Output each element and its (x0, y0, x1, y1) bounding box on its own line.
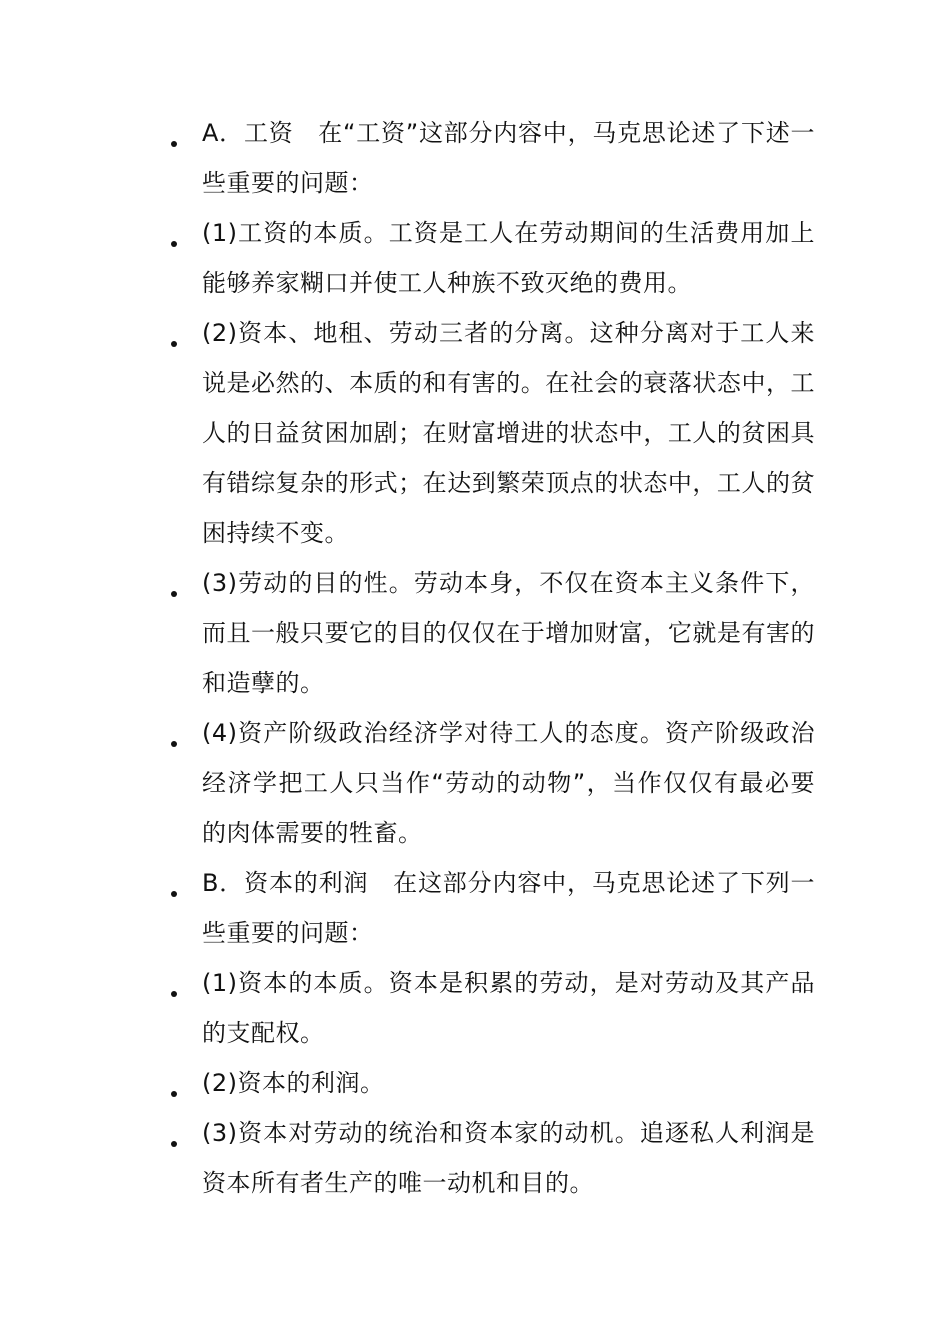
list-item (165, 308, 815, 558)
bullet-icon (171, 1091, 177, 1097)
bullet-icon (171, 141, 177, 147)
bullet-icon (171, 991, 177, 997)
paragraph-text: (4)资产阶级政治经济学对待工人的态度。资产阶级政治经济学把工人只当作“劳动的动物”，当作仅仅有最必要的肉体需要的牲畜。 (202, 719, 815, 847)
paragraph-text: (3)劳动的目的性。劳动本身，不仅在资本主义条件下，而且一般只要它的目的仅仅在于增加财富，它就是有害的和造孽的。 (202, 569, 815, 697)
paragraph-text: B．资本的利润 在这部分内容中，马克思论述了下列一些重要的问题： (202, 869, 815, 947)
bullet-list (165, 108, 815, 1208)
paragraph-text: A．工资 在“工资”这部分内容中，马克思论述了下述一些重要的问题： (202, 119, 815, 197)
list-item (165, 708, 815, 858)
bullet-icon (171, 891, 177, 897)
paragraph-text: (2)资本、地租、劳动三者的分离。这种分离对于工人来说是必然的、本质的和有害的。在社会的衰落状态中，工人的日益贫困加剧；在财富增进的状态中，工人的贫困具有错综复杂的形式；在达到繁荣顶点的状态中，工人的贫困持续不变。 (202, 319, 815, 547)
list-item (165, 1108, 815, 1208)
list-item (165, 208, 815, 308)
paragraph-text: (3)资本对劳动的统治和资本家的动机。追逐私人利润是资本所有者生产的唯一动机和目的。 (202, 1119, 815, 1197)
paragraph-text: (1)工资的本质。工资是工人在劳动期间的生活费用加上能够养家糊口并使工人种族不致灭绝的费用。 (202, 219, 815, 297)
bullet-icon (171, 591, 177, 597)
list-item (165, 858, 815, 958)
list-item (165, 958, 815, 1058)
bullet-icon (171, 1141, 177, 1147)
list-item (165, 558, 815, 708)
paragraph-text: (1)资本的本质。资本是积累的劳动，是对劳动及其产品的支配权。 (202, 969, 815, 1047)
bullet-icon (171, 241, 177, 247)
list-item (165, 1058, 815, 1108)
list-item (165, 108, 815, 208)
bullet-icon (171, 341, 177, 347)
paragraph-text: (2)资本的利润。 (202, 1069, 385, 1097)
bullet-icon (171, 741, 177, 747)
